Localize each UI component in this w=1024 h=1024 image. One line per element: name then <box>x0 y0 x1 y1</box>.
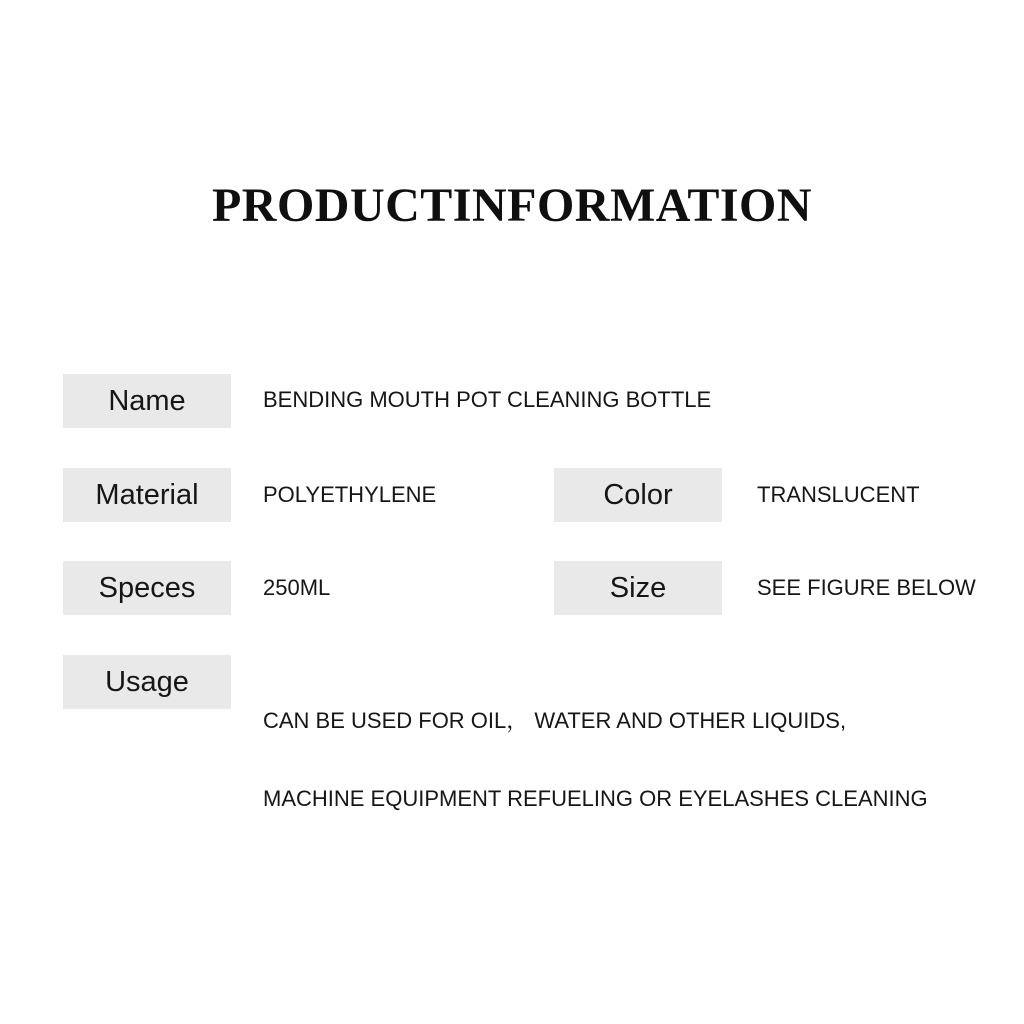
material-label: Material <box>95 478 199 511</box>
color-label: Color <box>603 478 673 511</box>
speces-value: 250ML <box>263 575 331 600</box>
speces-label-box <box>63 561 231 615</box>
material-value: POLYETHYLENE <box>263 482 437 507</box>
color-value: TRANSLUCENT <box>757 482 920 507</box>
material-label-box <box>63 468 231 522</box>
name-value: BENDING MOUTH POT CLEANING BOTTLE <box>263 387 712 412</box>
page-title: PRODUCTINFORMATION <box>211 179 813 232</box>
size-value: SEE FIGURE BELOW <box>757 575 976 600</box>
usage-value <box>263 656 928 864</box>
size-label: Size <box>609 571 667 604</box>
speces-label: Speces <box>98 571 196 604</box>
name-label-box <box>63 374 231 428</box>
name-label: Name <box>108 384 186 417</box>
usage-value-line-2: MACHINE EQUIPMENT REFUELING OR EYELASHES CLEANING <box>263 786 928 811</box>
usage-value-line-1: CAN BE USED FOR OIL， WATER AND OTHER LIQUIDS, <box>263 708 847 733</box>
usage-label: Usage <box>105 665 189 698</box>
size-label-box <box>554 561 722 615</box>
color-label-box <box>554 468 722 522</box>
usage-label-box <box>63 655 231 709</box>
